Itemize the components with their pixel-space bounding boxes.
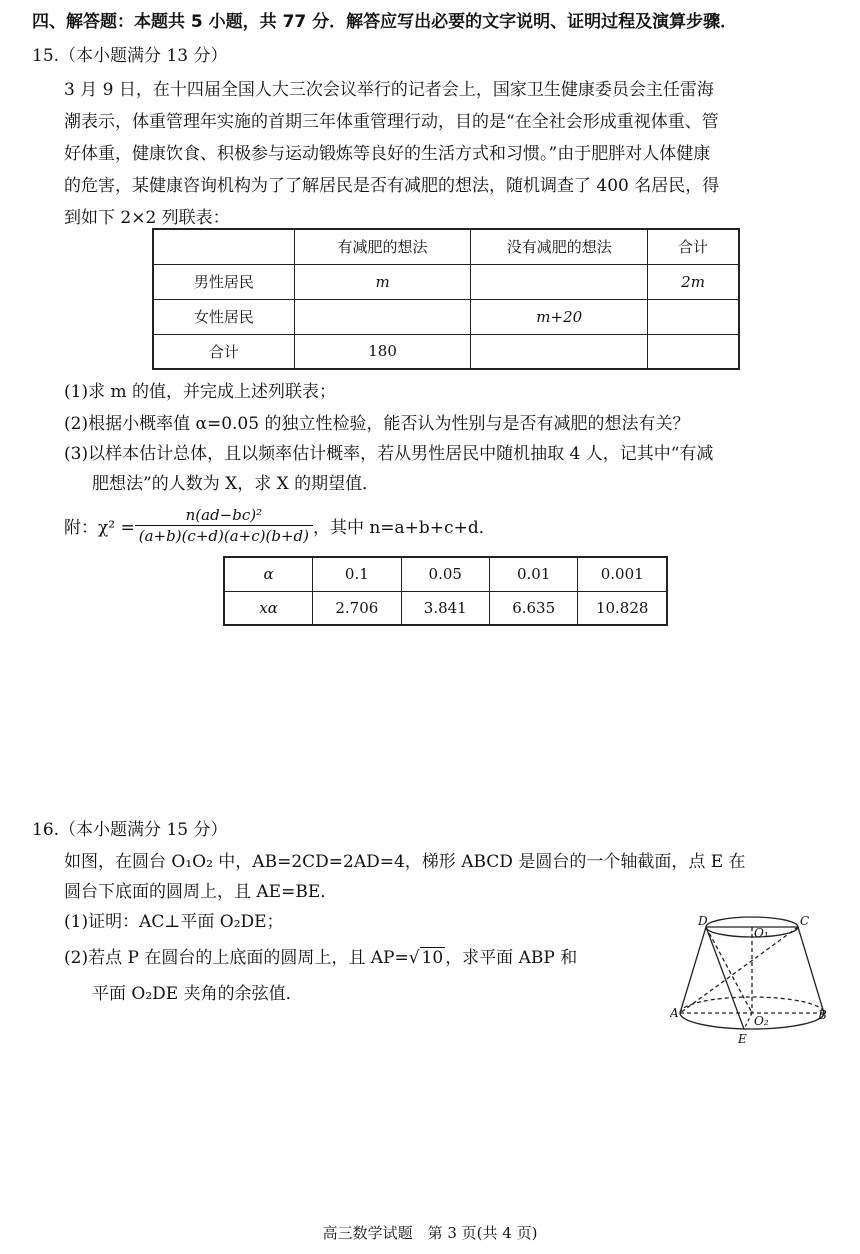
page-footer: 高三数学试题 第 3 页(共 4 页)	[322, 1224, 538, 1242]
segment-o2e	[744, 1013, 752, 1029]
table-cell: 3.841	[401, 591, 489, 625]
table-header-row	[153, 229, 739, 264]
label-a: A	[670, 1006, 679, 1020]
label-c: C	[800, 914, 810, 928]
table-row	[224, 591, 667, 625]
table-cell: 女性居民	[153, 299, 294, 334]
label-o1: O₁	[754, 926, 769, 940]
side-bc	[798, 927, 824, 1013]
table-cell: 合计	[648, 229, 739, 264]
table-cell: 0.1	[313, 557, 401, 591]
table-cell: 2.706	[313, 591, 401, 625]
table-cell: 0.01	[489, 557, 577, 591]
table-cell: xα	[224, 591, 313, 625]
label-e: E	[738, 1032, 747, 1046]
table-cell: 男性居民	[153, 264, 294, 299]
table-cell: m+20	[471, 299, 648, 334]
segment-ac	[680, 927, 798, 1013]
q15-paragraph-line-1: 3 月 9 日，在十四届全国人大三次会议举行的记者会上，国家卫生健康委员会主任雷海	[64, 80, 714, 100]
table-cell	[471, 334, 648, 369]
table-cell	[648, 299, 739, 334]
sqrt-radicand: 10	[421, 948, 444, 968]
side-ad	[680, 927, 706, 1013]
q15-heading: 15.（本小题满分 13 分）	[32, 46, 228, 66]
formula-fraction	[135, 505, 313, 546]
formula-denominator: (a+b)(c+d)(a+c)(b+d)	[138, 527, 309, 545]
table-cell	[294, 299, 471, 334]
table-row	[224, 557, 667, 591]
q15-paragraph-line-2: 潮表示，体重管理年实施的首期三年体重管理行动，目的是“在全社会形成重视体重、管	[64, 112, 719, 132]
q16-s2-text-before: (2)若点 P 在圆台的上底面的圆周上，且 AP=	[64, 948, 409, 968]
table-row	[153, 299, 739, 334]
table-cell: 6.635	[489, 591, 577, 625]
q15-paragraph-line-3: 好体重，健康饮食、积极参与运动锻炼等良好的生活方式和习惯。”由于肥胖对人体健康	[64, 144, 711, 164]
critical-value-table	[223, 556, 668, 626]
q15-paragraph-line-4: 的危害，某健康咨询机构为了了解居民是否有减肥的想法，随机调查了 400 名居民，得	[64, 176, 720, 196]
q16-sub-question-1: (1)证明：AC⊥平面 O₂DE；	[64, 912, 284, 932]
section-header: 四、解答题：本题共 5 小题，共 77 分．解答应写出必要的文字说明、证明过程及演算步骤．	[32, 12, 738, 32]
table-cell	[648, 334, 739, 369]
contingency-table	[152, 228, 740, 370]
bottom-base-front-arc	[680, 1013, 824, 1029]
table-cell: 0.001	[578, 557, 667, 591]
q16-sub-question-2-line-1	[64, 946, 577, 970]
table-cell: 没有减肥的想法	[471, 229, 648, 264]
sqrt-sign: √	[408, 948, 420, 968]
table-cell: 10.828	[578, 591, 667, 625]
formula-numerator: n(ad−bc)²	[135, 505, 313, 526]
table-cell: 0.05	[401, 557, 489, 591]
q16-s2-text-after: ，求平面 ABP 和	[445, 948, 578, 968]
q15-paragraph-line-5: 到如下 2×2 列联表：	[64, 208, 230, 228]
q16-sub-question-2-line-2: 平面 O₂DE 夹角的余弦值．	[92, 984, 303, 1004]
label-d: D	[698, 914, 708, 928]
table-cell: m	[294, 264, 471, 299]
q16-paragraph-line-2: 圆台下底面的圆周上，且 AE=BE．	[64, 882, 338, 902]
label-b: B	[818, 1008, 827, 1022]
segment-de	[706, 927, 744, 1029]
q15-sub-question-1: (1)求 m 的值，并完成上述列联表；	[64, 382, 337, 402]
table-row	[153, 264, 739, 299]
table-cell: 有减肥的想法	[294, 229, 471, 264]
q16-heading: 16.（本小题满分 15 分）	[32, 820, 228, 840]
formula-suffix: ，其中 n=a+b+c+d．	[312, 518, 496, 538]
formula-prefix: 附：χ² =	[64, 518, 135, 538]
q15-sub-question-3-line-1: (3)以样本估计总体，且以频率估计概率，若从男性居民中随机抽取 4 人，记其中“有减	[64, 444, 714, 464]
label-o2: O₂	[754, 1014, 769, 1028]
frustum-figure	[670, 905, 830, 1050]
table-cell	[471, 264, 648, 299]
table-cell	[153, 229, 294, 264]
table-cell: 合计	[153, 334, 294, 369]
q16-paragraph-line-1: 如图，在圆台 O₁O₂ 中，AB=2CD=2AD=4，梯形 ABCD 是圆台的一个轴截面，点 E 在	[64, 852, 746, 872]
q15-sub-question-3-line-2: 肥想法”的人数为 X，求 X 的期望值．	[92, 474, 380, 494]
q15-sub-question-2: (2)根据小概率值 α=0.05 的独立性检验，能否认为性别与是否有减肥的想法有关？	[64, 414, 690, 434]
table-cell: 180	[294, 334, 471, 369]
table-row	[153, 334, 739, 369]
chi-square-formula	[64, 505, 496, 546]
table-cell: α	[224, 557, 313, 591]
table-cell: 2m	[648, 264, 739, 299]
